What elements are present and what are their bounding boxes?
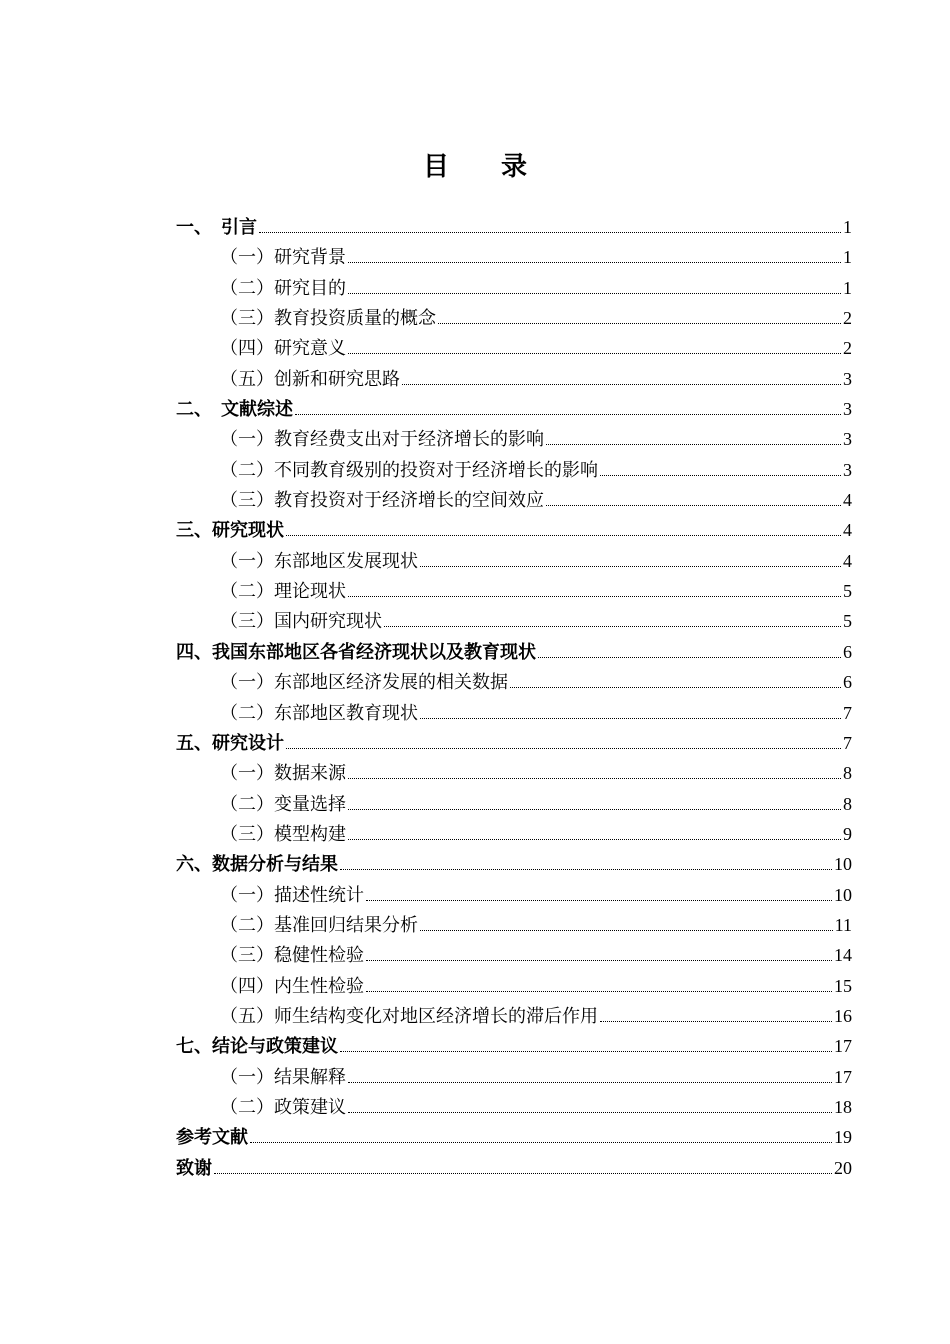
toc-page-number: 11: [834, 914, 852, 935]
toc-entry-label: （五）师生结构变化对地区经济增长的滞后作用: [220, 1005, 598, 1027]
toc-section-entry[interactable]: [176, 606, 852, 636]
toc-dot-leader: [348, 1112, 832, 1113]
toc-section-entry[interactable]: [176, 698, 852, 728]
toc-entry-label: 四、我国东部地区各省经济现状以及教育现状: [176, 641, 536, 663]
toc-dot-leader: [250, 1142, 832, 1143]
toc-dot-leader: [348, 353, 841, 354]
toc-page-number: 19: [834, 1127, 852, 1148]
toc-page-number: 1: [843, 277, 852, 298]
toc-chapter-entry[interactable]: [176, 212, 852, 242]
toc-dot-leader: [420, 718, 841, 719]
toc-entry-label: （一）描述性统计: [220, 884, 364, 906]
toc-page-number: 17: [834, 1066, 852, 1087]
toc-page-number: 10: [834, 884, 852, 905]
toc-page-number: 6: [843, 672, 852, 693]
toc-dot-leader: [286, 748, 841, 749]
toc-dot-leader: [348, 1082, 832, 1083]
toc-section-entry[interactable]: [176, 667, 852, 697]
toc-page-number: 5: [843, 581, 852, 602]
toc-entry-label: （三）教育投资对于经济增长的空间效应: [220, 490, 544, 512]
toc-dot-leader: [384, 626, 841, 627]
toc-chapter-entry[interactable]: [176, 1122, 852, 1152]
toc-section-entry[interactable]: [176, 333, 852, 363]
toc-entry-label: 七、结论与政策建议: [176, 1036, 338, 1058]
toc-page-number: 3: [843, 368, 852, 389]
toc-page-number: 1: [843, 247, 852, 268]
toc-section-entry[interactable]: [176, 576, 852, 606]
toc-entry-label: （一）东部地区经济发展的相关数据: [220, 672, 508, 694]
toc-section-entry[interactable]: [176, 546, 852, 576]
toc-dot-leader: [348, 293, 841, 294]
toc-dot-leader: [546, 505, 841, 506]
toc-entry-label: （二）变量选择: [220, 793, 346, 815]
toc-entry-label: （二）基准回归结果分析: [220, 914, 418, 936]
toc-chapter-entry[interactable]: [176, 728, 852, 758]
toc-section-entry[interactable]: [176, 273, 852, 303]
toc-dot-leader: [366, 991, 832, 992]
toc-chapter-entry[interactable]: [176, 1153, 852, 1183]
toc-entry-label: （三）国内研究现状: [220, 611, 382, 633]
toc-page-number: 2: [843, 338, 852, 359]
toc-entry-label: （二）不同教育级别的投资对于经济增长的影响: [220, 459, 598, 481]
toc-page-number: 8: [843, 763, 852, 784]
toc-dot-leader: [348, 778, 841, 779]
toc-entry-label: （四）内生性检验: [220, 975, 364, 997]
toc-page-number: 14: [834, 945, 852, 966]
toc-dot-leader: [286, 535, 841, 536]
toc-chapter-entry[interactable]: [176, 637, 852, 667]
toc-dot-leader: [348, 809, 841, 810]
page-title-left: 目: [422, 152, 449, 182]
toc-entry-label: （二）理论现状: [220, 581, 346, 603]
toc-dot-leader: [402, 384, 841, 385]
toc-page-number: 18: [834, 1096, 852, 1117]
toc-page-number: 7: [843, 702, 852, 723]
toc-dot-leader: [600, 1021, 832, 1022]
toc-section-entry[interactable]: [176, 455, 852, 485]
toc-dot-leader: [348, 596, 841, 597]
toc-page-number: 7: [843, 732, 852, 753]
toc-entry-label: （五）创新和研究思路: [220, 368, 400, 390]
toc-page-number: 17: [834, 1036, 852, 1057]
toc-entry-label: 一、 引言: [176, 217, 257, 238]
toc-chapter-entry[interactable]: [176, 394, 852, 424]
toc-dot-leader: [259, 232, 841, 233]
toc-entry-label: （一）教育经费支出对于经济增长的影响: [220, 429, 544, 451]
toc-dot-leader: [420, 566, 841, 567]
toc-dot-leader: [340, 869, 832, 870]
toc-dot-leader: [546, 444, 841, 445]
toc-page-number: 3: [843, 459, 852, 480]
toc-chapter-entry[interactable]: [176, 1031, 852, 1061]
toc-dot-leader: [340, 1051, 832, 1052]
toc-entry-label: （二）研究目的: [220, 277, 346, 299]
toc-section-entry[interactable]: [176, 910, 852, 940]
toc-entry-label: （一）数据来源: [220, 763, 346, 785]
toc-entry-label: 致谢: [176, 1157, 212, 1179]
page-title: [0, 146, 950, 183]
toc-page-number: 16: [834, 1005, 852, 1026]
toc-entry-label: （四）研究意义: [220, 338, 346, 360]
toc-page-number: 4: [843, 490, 852, 511]
toc-section-entry[interactable]: [176, 242, 852, 272]
toc-page-number: 3: [843, 399, 852, 420]
page-title-right: 录: [501, 152, 528, 182]
toc-page-number: 4: [843, 520, 852, 541]
toc-section-entry[interactable]: [176, 819, 852, 849]
toc-section-entry[interactable]: [176, 971, 852, 1001]
toc-page-number: 1: [843, 217, 852, 237]
toc-entry-label: （三）稳健性检验: [220, 945, 364, 967]
toc-entry-label: （二）政策建议: [220, 1096, 346, 1118]
toc-entry-label: 六、数据分析与结果: [176, 854, 338, 876]
toc-section-entry[interactable]: [176, 789, 852, 819]
toc-entry-label: （一）东部地区发展现状: [220, 550, 418, 572]
toc-dot-leader: [510, 687, 841, 688]
toc-section-entry[interactable]: [176, 424, 852, 454]
toc-page-number: 6: [843, 641, 852, 662]
toc-dot-leader: [438, 323, 841, 324]
toc-dot-leader: [600, 475, 841, 476]
toc-page-number: 4: [843, 550, 852, 571]
toc-page-number: 2: [843, 308, 852, 329]
toc-dot-leader: [214, 1173, 832, 1174]
toc-section-entry[interactable]: [176, 758, 852, 788]
toc-dot-leader: [348, 839, 841, 840]
toc-entry-label: 参考文献: [176, 1127, 248, 1149]
toc-section-entry[interactable]: [176, 485, 852, 515]
toc-chapter-entry[interactable]: [176, 849, 852, 879]
toc-section-entry[interactable]: [176, 940, 852, 970]
toc-entry-label: （一）结果解释: [220, 1066, 346, 1088]
toc-dot-leader: [420, 930, 833, 931]
toc-page-number: 20: [834, 1157, 852, 1178]
toc-page-number: 8: [843, 793, 852, 814]
toc-entry-label: （三）教育投资质量的概念: [220, 308, 436, 330]
toc-dot-leader: [366, 960, 832, 961]
toc-dot-leader: [538, 657, 841, 658]
toc-section-entry[interactable]: [176, 303, 852, 333]
toc-section-entry[interactable]: [176, 1001, 852, 1031]
toc-entry-label: （三）模型构建: [220, 823, 346, 845]
toc-section-entry[interactable]: [176, 1092, 852, 1122]
toc-entry-label: 三、研究现状: [176, 520, 284, 542]
toc-dot-leader: [348, 262, 841, 263]
toc-dot-leader: [295, 414, 841, 415]
toc-chapter-entry[interactable]: [176, 515, 852, 545]
toc-entry-label: （二）东部地区教育现状: [220, 702, 418, 724]
toc-page-number: 10: [834, 854, 852, 875]
toc-page-number: 9: [843, 823, 852, 844]
toc-dot-leader: [366, 900, 832, 901]
toc-entry-label: 五、研究设计: [176, 732, 284, 754]
toc-page-number: 5: [843, 611, 852, 632]
toc-entry-label: 二、 文献综述: [176, 399, 293, 421]
toc-page-number: 15: [834, 975, 852, 996]
toc-section-entry[interactable]: [176, 1062, 852, 1092]
toc-section-entry[interactable]: [176, 880, 852, 910]
table-of-contents: [176, 212, 852, 1183]
toc-page-number: 3: [843, 429, 852, 450]
toc-section-entry[interactable]: [176, 364, 852, 394]
toc-entry-label: （一）研究背景: [220, 247, 346, 269]
